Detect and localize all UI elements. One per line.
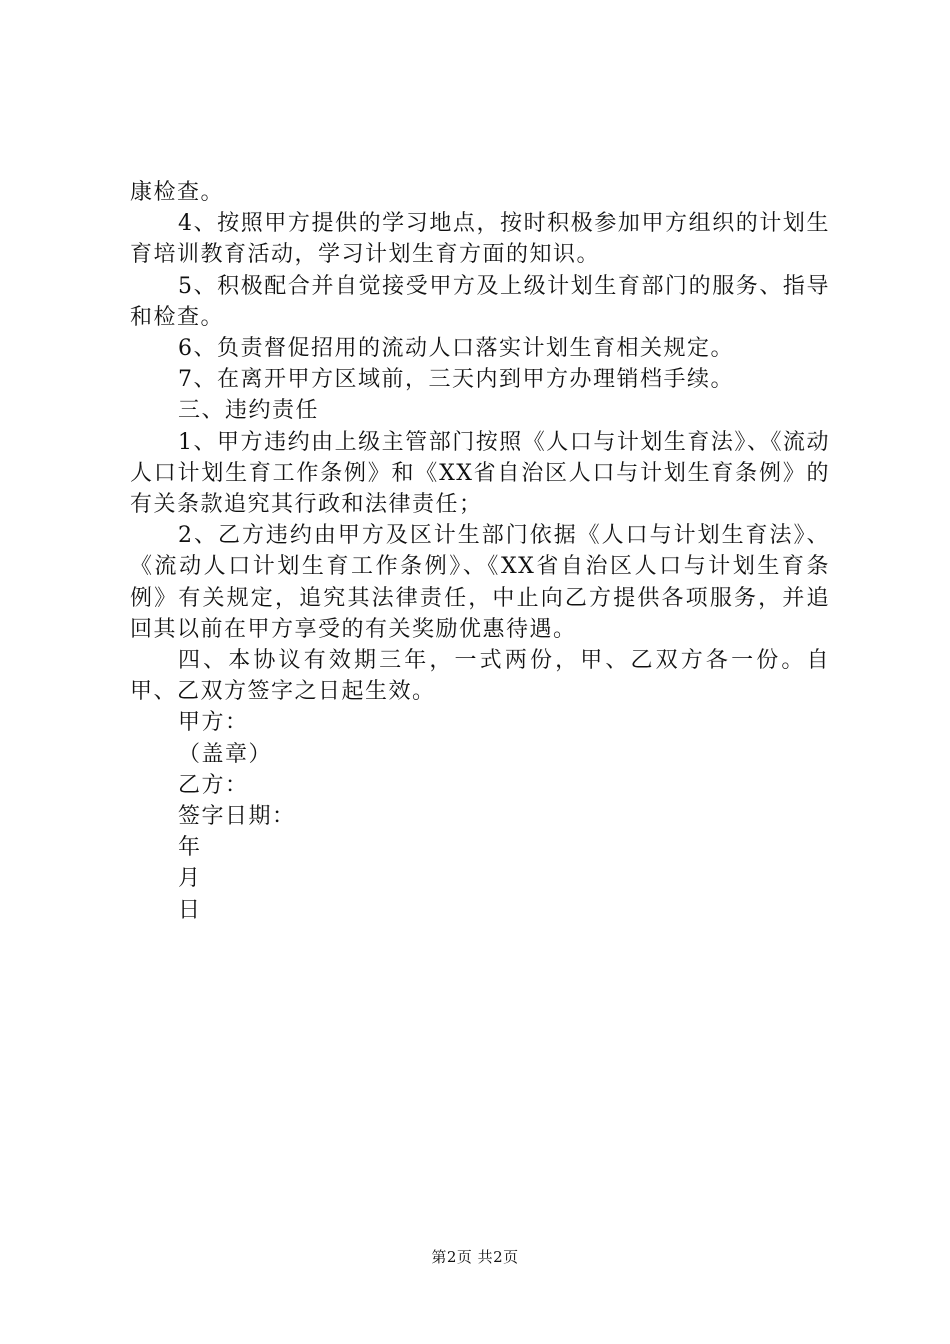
paragraph-clause-5: 5、积极配合并自觉接受甲方及上级计划生育部门的服务、指导和检查。 bbox=[130, 273, 830, 330]
seal-label: （盖章） bbox=[178, 741, 273, 767]
section-heading-breach: 三、违约责任 bbox=[178, 398, 320, 424]
paragraph-validity: 四、本协议有效期三年，一式两份，甲、乙双方各一份。自甲、乙双方签字之日起生效。 bbox=[130, 648, 830, 705]
paragraph-clause-7: 7、在离开甲方区域前，三天内到甲方办理销档手续。 bbox=[178, 367, 734, 393]
party-b-label: 乙方： bbox=[178, 772, 249, 798]
party-a-label: 甲方： bbox=[178, 710, 249, 736]
paragraph-breach-2: 2、乙方违约由甲方及区计生部门依据《人口与计划生育法》、《流动人口计划生育工作条例》、《XX省自治区人口与计划生育条例》有关规定，追究其法律责任，中止向乙方提供各项服务，并追回其以前在甲方享受的有关奖励优惠待遇。 bbox=[130, 523, 830, 642]
year-label: 年 bbox=[178, 835, 202, 861]
paragraph-clause-6: 6、负责督促招用的流动人口落实计划生育相关规定。 bbox=[178, 336, 734, 362]
month-label: 月 bbox=[178, 866, 202, 892]
paragraph-breach-1: 1、甲方违约由上级主管部门按照《人口与计划生育法》、《流动人口计划生育工作条例》和《XX省自治区人口与计划生育条例》的有关条款追究其行政和法律责任； bbox=[130, 429, 830, 518]
document-body bbox=[130, 177, 830, 926]
day-label: 日 bbox=[178, 897, 202, 923]
sign-date-label: 签字日期： bbox=[178, 804, 296, 830]
paragraph-clause-4: 4、按照甲方提供的学习地点，按时积极参加甲方组织的计划生育培训教育活动，学习计划生育方面的知识。 bbox=[130, 211, 830, 268]
page-footer: 第2页 共2页 bbox=[431, 1248, 519, 1266]
signature-block bbox=[130, 707, 830, 925]
paragraph-continuation: 康检查。 bbox=[130, 180, 225, 205]
